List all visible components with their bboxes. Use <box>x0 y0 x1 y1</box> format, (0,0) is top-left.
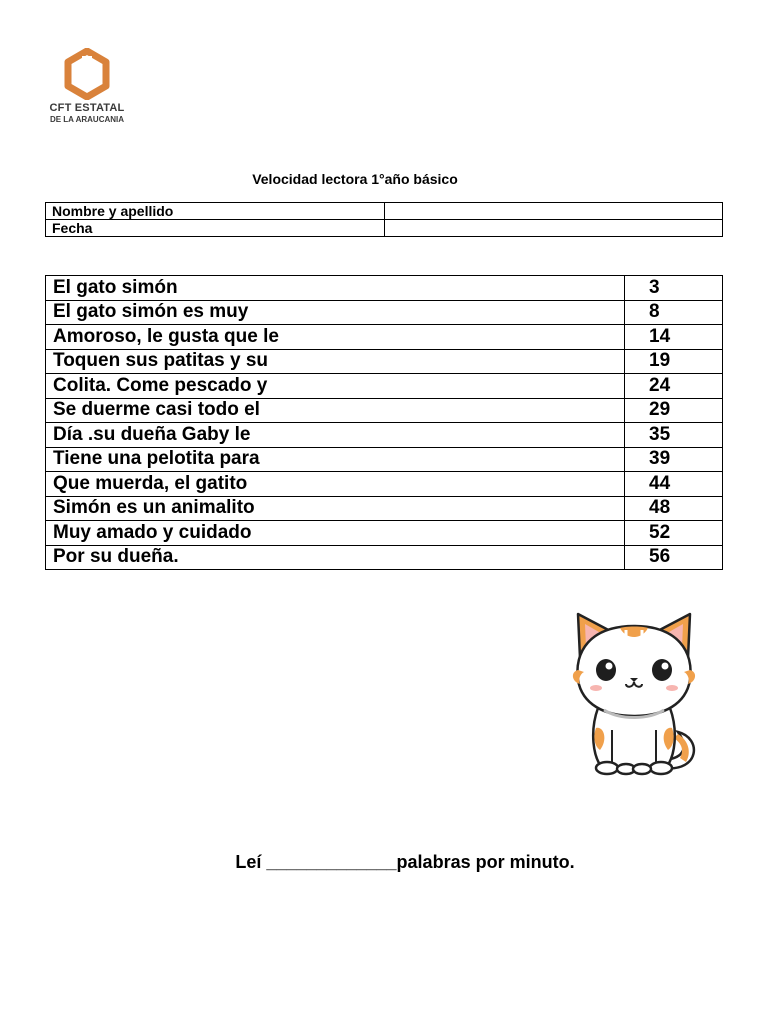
word-count: 39 <box>625 447 723 472</box>
word-count: 3 <box>625 276 723 301</box>
table-row <box>46 398 723 423</box>
hexagon-logo-icon <box>64 48 110 100</box>
word-count: 48 <box>625 496 723 521</box>
reading-line: Día .su dueña Gaby le <box>46 423 625 448</box>
table-row <box>46 496 723 521</box>
words-per-minute-line: Leí _____________palabras por minuto. <box>235 852 575 872</box>
reading-line: Se duerme casi todo el <box>46 398 625 423</box>
word-count: 14 <box>625 325 723 350</box>
word-count: 44 <box>625 472 723 497</box>
word-count: 19 <box>625 349 723 374</box>
reading-line: El gato simón es muy <box>46 300 625 325</box>
reading-line: Colita. Come pescado y <box>46 374 625 399</box>
word-count: 29 <box>625 398 723 423</box>
word-count: 56 <box>625 545 723 570</box>
info-label: Fecha <box>46 220 385 237</box>
reading-line: Tiene una pelotita para <box>46 447 625 472</box>
table-row <box>46 276 723 301</box>
table-row <box>46 447 723 472</box>
logo-text-line1: CFT ESTATAL <box>49 102 125 114</box>
reading-table <box>45 275 723 570</box>
name-field[interactable] <box>385 203 723 220</box>
table-row <box>46 300 723 325</box>
info-label: Nombre y apellido <box>46 203 385 220</box>
table-row <box>46 472 723 497</box>
reading-line: Por su dueña. <box>46 545 625 570</box>
reading-line: Amoroso, le gusta que le <box>46 325 625 350</box>
reading-line: Toquen sus patitas y su <box>46 349 625 374</box>
info-row-name <box>46 203 723 220</box>
info-row-date <box>46 220 723 237</box>
table-row <box>46 521 723 546</box>
word-count: 8 <box>625 300 723 325</box>
word-count: 24 <box>625 374 723 399</box>
reading-line: Que muerda, el gatito <box>46 472 625 497</box>
word-count: 35 <box>625 423 723 448</box>
reading-line: El gato simón <box>46 276 625 301</box>
reading-line: Simón es un animalito <box>46 496 625 521</box>
student-info-table <box>45 202 723 237</box>
logo-text-line2: DE LA ARAUCANIA <box>49 115 125 124</box>
document-title: Velocidad lectora 1°año básico <box>252 171 458 187</box>
reading-line: Muy amado y cuidado <box>46 521 625 546</box>
date-field[interactable] <box>385 220 723 237</box>
table-row <box>46 423 723 448</box>
word-count: 52 <box>625 521 723 546</box>
table-row <box>46 374 723 399</box>
cat-illustration-icon <box>560 600 710 780</box>
institution-logo <box>44 44 130 128</box>
table-row <box>46 325 723 350</box>
table-row <box>46 545 723 570</box>
table-row <box>46 349 723 374</box>
